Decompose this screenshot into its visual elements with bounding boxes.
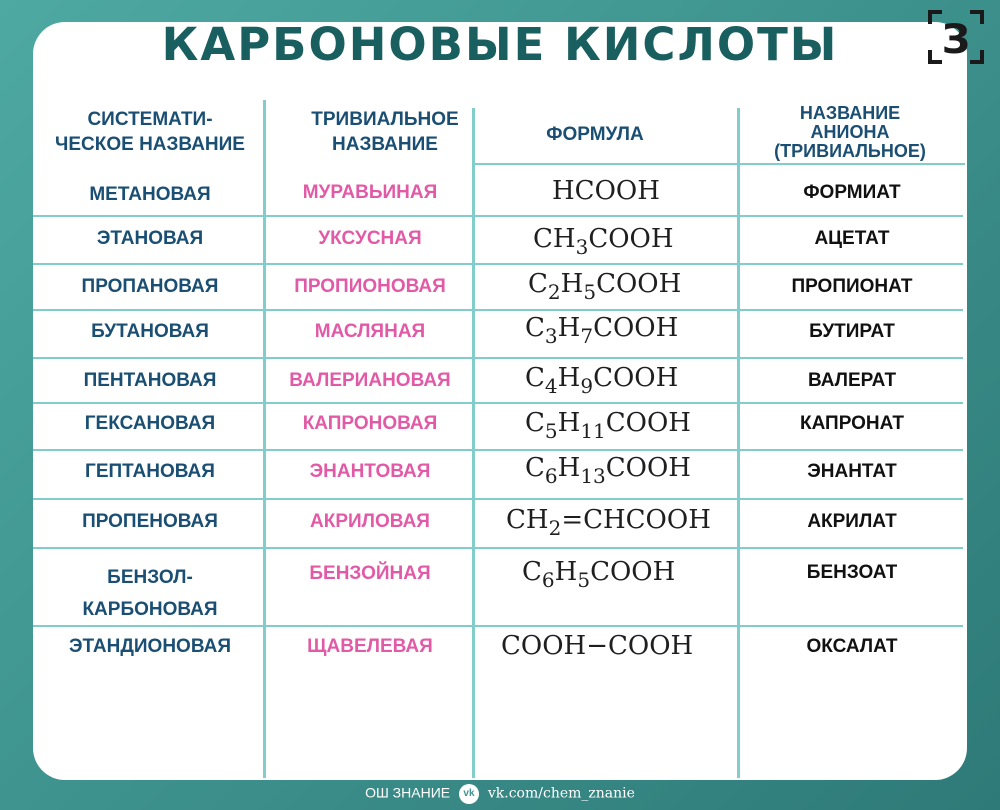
anion-name: БЕНЗОАТ (806, 562, 898, 583)
grid-line (33, 215, 963, 217)
systematic-name: БУТАНОВАЯ (91, 321, 209, 342)
systematic-name: ПРОПАНОВАЯ (81, 276, 219, 297)
anion-name: ПРОПИОНАТ (791, 276, 913, 297)
header-systematic: СИСТЕМАТИ- ЧЕСКОЕ НАЗВАНИЕ (55, 109, 245, 155)
anion-name: ВАЛЕРАТ (807, 370, 897, 391)
grid-line (33, 547, 963, 549)
trivial-name: МУРАВЬИНАЯ (302, 182, 438, 203)
grid-line (33, 357, 963, 359)
trivial-name: БЕНЗОЙНАЯ (309, 563, 431, 584)
grid-line (737, 108, 740, 778)
systematic-name: БЕНЗОЛ- КАРБОНОВАЯ (82, 567, 218, 620)
formula: $C_4H_9COOH$ (525, 363, 679, 398)
footer-brand: ОШ ЗНАНИЕ (365, 784, 451, 801)
trivial-name: ВАЛЕРИАНОВАЯ (289, 370, 451, 391)
formula: $C_3H_7COOH$ (525, 313, 679, 348)
footer (0, 784, 1000, 804)
header-anion: НАЗВАНИЕ АНИОНА (ТРИВИАЛЬНОЕ) (774, 103, 926, 161)
grid-line (33, 498, 963, 500)
grid-line (33, 309, 963, 311)
svg-text:З: З (941, 17, 971, 63)
header-formula: ФОРМУЛА (546, 124, 644, 145)
header-trivial: ТРИВИАЛЬНОЕ НАЗВАНИЕ (311, 109, 459, 155)
formula: HCOOH (552, 176, 660, 206)
trivial-name: АКРИЛОВАЯ (310, 511, 430, 532)
trivial-name: ЩАВЕЛЕВАЯ (307, 636, 433, 657)
trivial-name: МАСЛЯНАЯ (314, 321, 426, 342)
footer-link[interactable]: vk.com/chem_znanie (487, 785, 635, 802)
formula: COOH−COOH (501, 631, 694, 661)
brand-logo-icon (928, 10, 984, 64)
systematic-name: ГЕПТАНОВАЯ (85, 461, 215, 482)
systematic-name: ПЕНТАНОВАЯ (83, 370, 217, 391)
formula: $C_5H_{11}COOH$ (525, 408, 691, 443)
formula: $C_6H_5COOH$ (522, 557, 676, 592)
anion-name: АКРИЛАТ (807, 511, 897, 532)
systematic-name: ГЕКСАНОВАЯ (84, 413, 216, 434)
anion-name: БУТИРАТ (809, 321, 895, 342)
trivial-name: ПРОПИОНОВАЯ (294, 276, 446, 297)
formula: $CH_3COOH$ (533, 224, 674, 259)
formula: $CH_2=CHCOOH$ (506, 505, 711, 540)
anion-name: ФОРМИАТ (803, 182, 901, 203)
anion-name: КАПРОНАТ (799, 413, 905, 434)
grid-line (33, 402, 963, 404)
page-title: КАРБОНОВЫЕ КИСЛОТЫ (161, 18, 839, 71)
vk-icon[interactable]: vk (459, 784, 479, 804)
anion-name: ОКСАЛАТ (806, 636, 898, 657)
systematic-name: МЕТАНОВАЯ (89, 184, 211, 205)
systematic-name: ЭТАНОВАЯ (96, 228, 204, 249)
formula: $C_6H_{13}COOH$ (525, 453, 691, 488)
trivial-name: КАПРОНОВАЯ (302, 413, 438, 434)
systematic-name: ПРОПЕНОВАЯ (82, 511, 218, 532)
systematic-name: ЭТАНДИОНОВАЯ (69, 636, 231, 657)
grid-line (473, 163, 965, 165)
anion-name: ЭНАНТАТ (807, 461, 897, 482)
trivial-name: УКСУСНАЯ (318, 228, 422, 249)
formula: $C_2H_5COOH$ (528, 269, 682, 304)
grid-line (33, 263, 963, 265)
grid-line (33, 449, 963, 451)
grid-line (472, 108, 475, 778)
trivial-name: ЭНАНТОВАЯ (309, 461, 431, 482)
anion-name: АЦЕТАТ (814, 228, 890, 249)
